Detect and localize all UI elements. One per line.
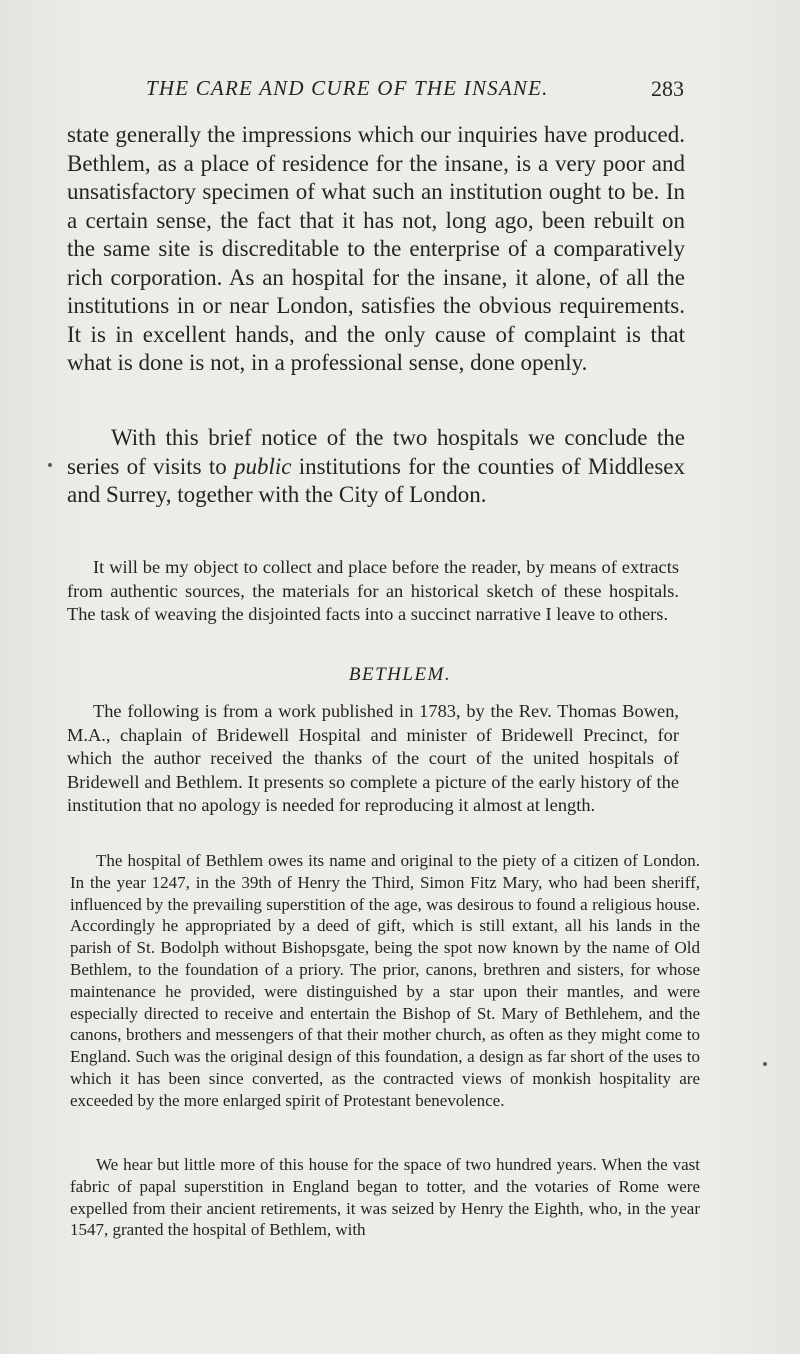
page-number: 283: [651, 76, 684, 101]
print-speck: [48, 463, 52, 467]
running-header: [68, 76, 684, 106]
emphasis-public: public: [233, 453, 292, 479]
print-speck: [763, 1062, 767, 1066]
paragraph-bethlem-assessment: state generally the impressions which our inquiries have produced. Bethlem, as a place of residence for the insane, is a very poor and unsatisfactory specimen of what such an institution ought to be. In a certain sense, the fact that it has not, long ago, been rebuilt on the same site is discreditable to the enterprise of a comparatively rich corporation. As an hospital for the insane, it alone, of all the institutions in or near London, satisfies the obvious requirements. It is in excellent hands, and the only cause of complaint is that what is done is not, in a professional sense, done openly.: [67, 122, 685, 375]
paragraph-origin-of-bethlem: The hospital of Bethlem owes its name and original to the piety of a citizen of London. In the year 1247, in the 39th of Henry the Third, Simon Fitz Mary, who had been sheriff, influenced by the prevailing superstition of the age, was desirous to found a religious house. Accordingly he appropriated by a deed of gift, which is still extant, all his lands in the parish of St. Bodolph without Bishopsgate, being the spot now known by the name of Old Bethlem, to the foundation of a priory. The prior, canons, brethren and sisters, for whose maintenance he provided, were distinguished by a star upon their mantles, and were especially directed to receive and entertain the Bishop of St. Mary of Bethlehem, and the canons, brothers and messengers of that their mother church, as often as they might come to England. Such was the original design of this foundation, a design as far short of the uses to which it has been since converted, as the contracted views of monkish hospitality are exceeded by the more enlarged spirit of Protestant benevolence.: [70, 851, 700, 1110]
conclusion-text-start: With this brief notice of the two hospitals we conclude the series of visits to: [67, 425, 685, 479]
paragraph-henry-the-eighth: We hear but little more of this house for the space of two hundred years. When the vast fabric of papal superstition in England began to totter, and the votaries of Rome were expelled from their ancient retirements, it was seized by Henry the Eighth, who, in the year 1547, granted the hospital of Bethlem, with: [70, 1155, 700, 1240]
paragraph-conclusion: [67, 424, 685, 510]
running-title: THE CARE AND CURE OF THE INSANE.: [146, 76, 549, 100]
section-heading-bethlem: BETHLEM.: [348, 664, 452, 685]
paragraph-object: It will be my object to collect and place before the reader, by means of extracts from authentic sources, the materials for an historical sketch of these hospitals. The task of weaving the disjointed facts into a succinct narrative I leave to others.: [67, 557, 679, 625]
paragraph-bowen-source: The following is from a work published in 1783, by the Rev. Thomas Bowen, M.A., chaplain of Bridewell Hospital and minister of Bridewell Precinct, for which the author received the thanks of the court of the united hospitals of Bridewell and Bethlem. It presents so complete a picture of the early history of the institution that no apology is needed for reproducing it almost at length.: [67, 701, 679, 816]
conclusion-text-end: institutions for the counties of Middlesex and Surrey, together with the City of London.: [67, 453, 685, 507]
